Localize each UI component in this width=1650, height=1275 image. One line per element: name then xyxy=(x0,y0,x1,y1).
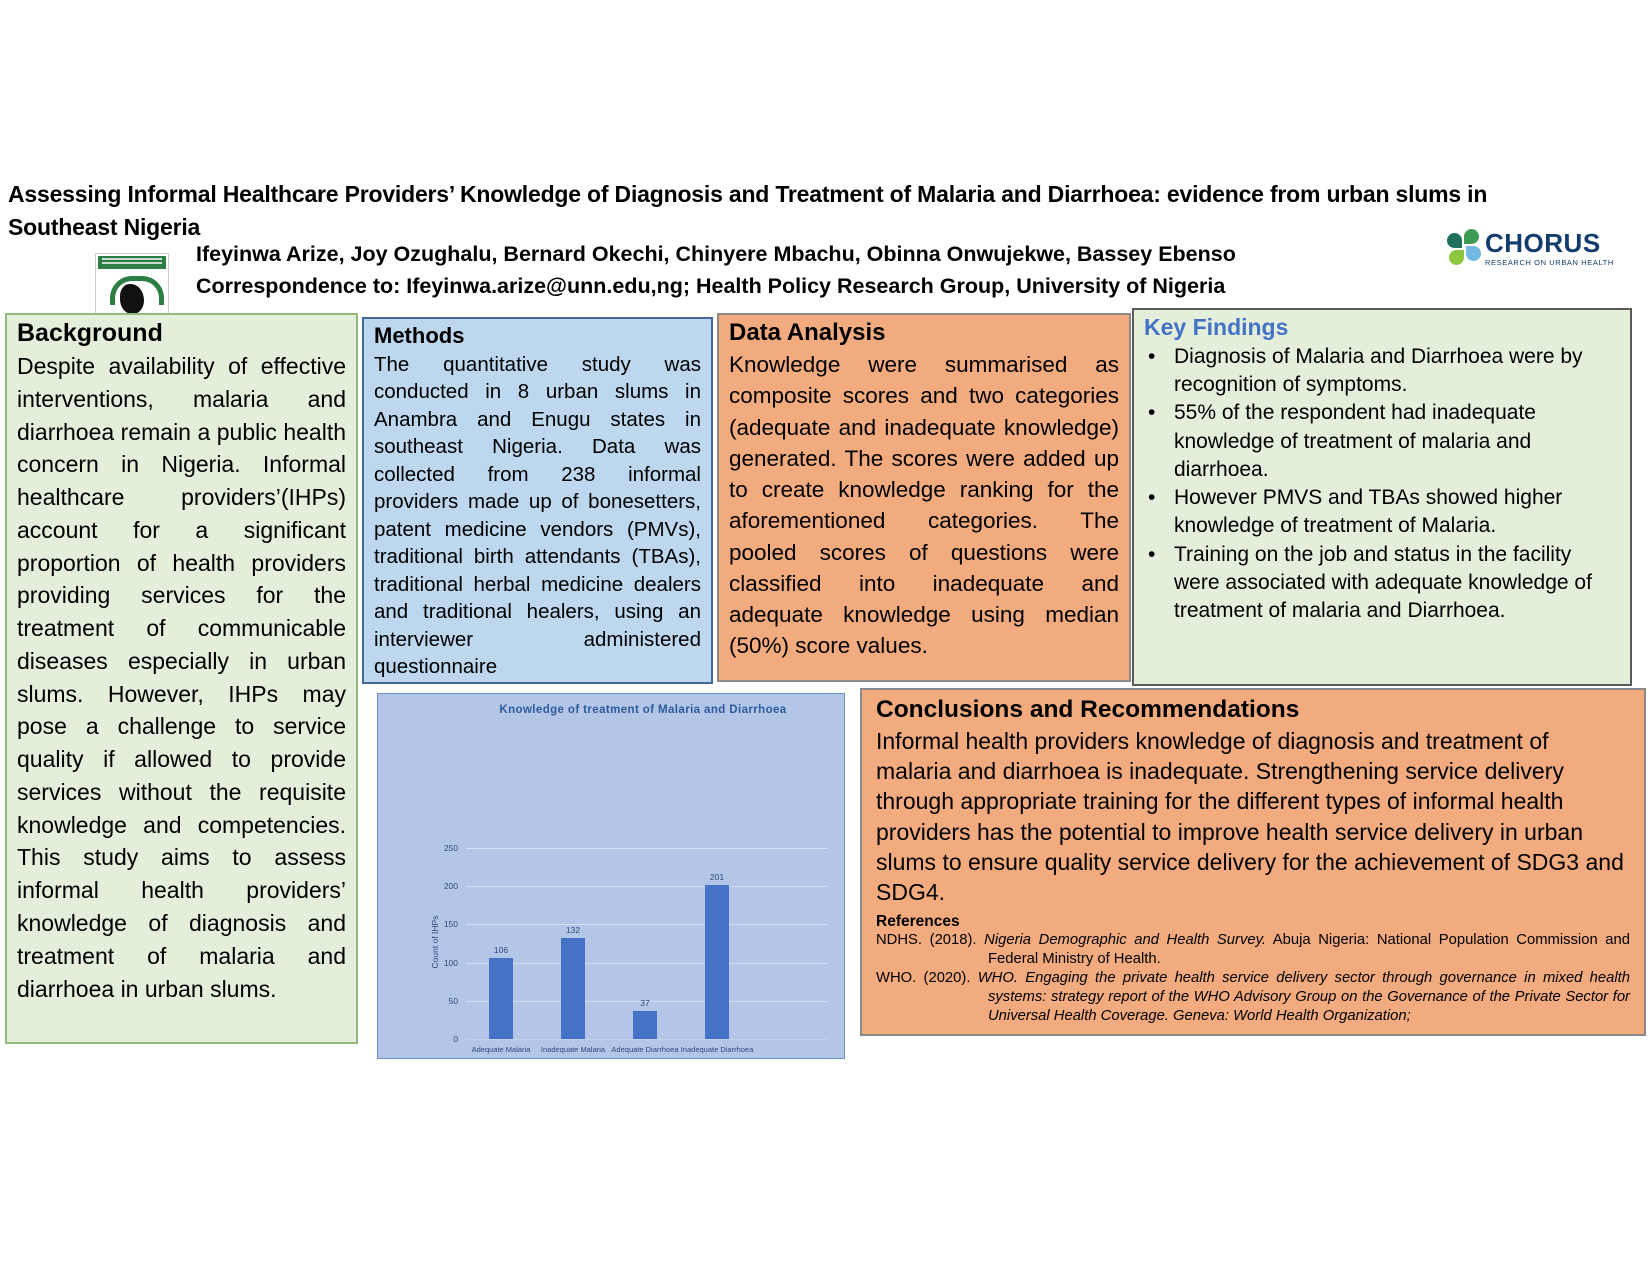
reference-entry: WHO. (2020). WHO. Engaging the private health service delivery sector through governance in mixed health systems: strategy report of the WHO Advisory Group on the Governance of the Private Sector for Universal Health Coverage. Geneva: World Health Organization; xyxy=(876,970,1630,1025)
poster-title: Assessing Informal Healthcare Providers’ Knowledge of Diagnosis and Treatment of Malaria and Diarrhoea: evidence from urban slums in Southeast Nigeria xyxy=(8,181,1488,240)
methods-panel xyxy=(362,317,713,684)
chorus-logo xyxy=(1447,226,1647,270)
bullet-icon: • xyxy=(1148,345,1156,368)
university-of-nigeria-crest-icon xyxy=(95,253,169,321)
key-finding-item xyxy=(1144,541,1620,626)
key-findings-title: Key Findings xyxy=(1144,314,1289,340)
y-axis-tick: 0 xyxy=(453,1034,458,1044)
chart-y-axis-label: Count of IHPs xyxy=(430,915,440,969)
crest-lion-icon xyxy=(120,284,144,314)
x-axis-tick-label: Inadequate Diarrhoea xyxy=(680,1045,754,1054)
bullet-icon: • xyxy=(1148,542,1156,566)
y-axis-tick: 250 xyxy=(443,843,458,853)
chart-panel xyxy=(377,693,845,1059)
background-body: Despite availability of effective interventions, malaria and diarrhoea remain a public health concern in Nigeria. Informal healthcare providers’(IHPs) account for a significant proportion of health providers providing services for the treatment of communicable diseases especially in urban slums. However, IHPs may pose a challenge to service quality if allowed to provide services without the requisite knowledge and competencies. This study aims to assess informal health providers’ knowledge of diagnosis and treatment of malaria and diarrhoea in urban slums. xyxy=(17,353,346,1002)
background-panel xyxy=(5,313,358,1044)
chorus-tagline: RESEARCH ON URBAN HEALTH xyxy=(1485,257,1614,267)
key-finding-text: 55% of the respondent had inadequate knowledge of treatment of malaria and diarrhoea. xyxy=(1174,401,1536,481)
chart-gridline xyxy=(466,1039,828,1040)
crest-banner xyxy=(98,256,166,269)
chart-bar xyxy=(489,958,513,1039)
data-analysis-title: Data Analysis xyxy=(729,319,886,346)
x-axis-tick-label: Adequate Diarrhoea xyxy=(611,1045,679,1054)
bullet-icon: • xyxy=(1148,486,1156,510)
chart-bar xyxy=(633,1011,657,1039)
key-finding-item xyxy=(1144,343,1620,399)
chart-gridline xyxy=(466,848,828,849)
y-axis-tick: 50 xyxy=(448,995,458,1006)
key-finding-text: Diagnosis of Malaria and Diarrhoea were by recognition of symptoms. xyxy=(1174,345,1583,397)
x-axis-tick-label: Inadequate Malaria xyxy=(540,1045,606,1054)
chart-gridline xyxy=(466,886,828,887)
references-list xyxy=(876,931,1630,1026)
authors-line: Ifeyinwa Arize, Joy Ozughalu, Bernard Okechi, Chinyere Mbachu, Obinna Onwujekwe, Bassey Ebenso xyxy=(196,242,1236,266)
key-finding-text: Training on the job and status in the facility were associated with adequate knowledge of treatment of malaria and Diarrhoea. xyxy=(1174,542,1592,623)
chart-data-label: 106 xyxy=(493,945,509,956)
chorus-wordmark: CHORUS xyxy=(1485,227,1601,258)
correspondence-line: Correspondence to: Ifeyinwa.arize@unn.edu,ng; Health Policy Research Group, University of Nigeria xyxy=(196,274,1226,298)
y-axis-tick: 150 xyxy=(443,919,458,930)
chart-data-label: 37 xyxy=(640,997,650,1008)
bar-chart xyxy=(443,843,828,1054)
methods-title: Methods xyxy=(374,323,465,348)
chart-title: Knowledge of treatment of Malaria and Diarrhoea xyxy=(499,704,787,716)
chart-data-label: 132 xyxy=(565,925,581,936)
key-findings-panel xyxy=(1132,308,1632,686)
chart-gridline xyxy=(466,924,828,925)
bullet-icon: • xyxy=(1148,401,1156,425)
conclusions-body: Informal health providers knowledge of diagnosis and treatment of malaria and diarrhoea is inadequate. Strengthening service delivery through appropriate training for the different types of informal health providers has the potential to improve health service delivery in urban slums to ensure quality service delivery for the achievement of SDG3 and SDG4. xyxy=(876,728,1624,906)
chart-gridline xyxy=(466,963,828,964)
data-analysis-panel xyxy=(717,313,1131,682)
conclusions-title: Conclusions and Recommendations xyxy=(876,696,1300,723)
chorus-pinwheel-icon xyxy=(1447,229,1481,267)
conclusions-panel xyxy=(860,688,1646,1036)
chart-data-label: 201 xyxy=(709,872,725,883)
y-axis-tick: 200 xyxy=(443,881,458,892)
key-findings-list xyxy=(1144,343,1620,625)
key-finding-text: However PMVS and TBAs showed higher knowledge of treatment of Malaria. xyxy=(1174,486,1563,538)
y-axis-tick: 100 xyxy=(443,957,458,968)
chart-bar xyxy=(705,885,729,1039)
key-finding-item xyxy=(1144,484,1620,540)
key-finding-item xyxy=(1144,399,1620,484)
methods-body: The quantitative study was conducted in 8 urban slums in Anambra and Enugu states in southeast Nigeria. Data was collected from 238 informal providers made up of bonesetters, patent medicine vendors (PMVs), traditional birth attendants (TBAs), traditional herbal medicine dealers and traditional healers, using an interviewer administered questionnaire xyxy=(374,353,701,679)
reference-entry: NDHS. (2018). Nigeria Demographic and Health Survey. Abuja Nigeria: National Population Commission and Federal Ministry of Health. xyxy=(876,932,1630,968)
references-title: References xyxy=(876,913,960,931)
background-title: Background xyxy=(17,319,163,347)
data-analysis-body: Knowledge were summarised as composite scores and two categories (adequate and inadequate knowledge) generated. The scores were added up to create knowledge ranking for the aforementioned categories. The pooled scores of questions were classified into inadequate and adequate knowledge using median (50%) score values. xyxy=(729,352,1119,659)
chart-bar xyxy=(561,938,585,1039)
x-axis-tick-label: Adequate Malaria xyxy=(471,1045,531,1054)
